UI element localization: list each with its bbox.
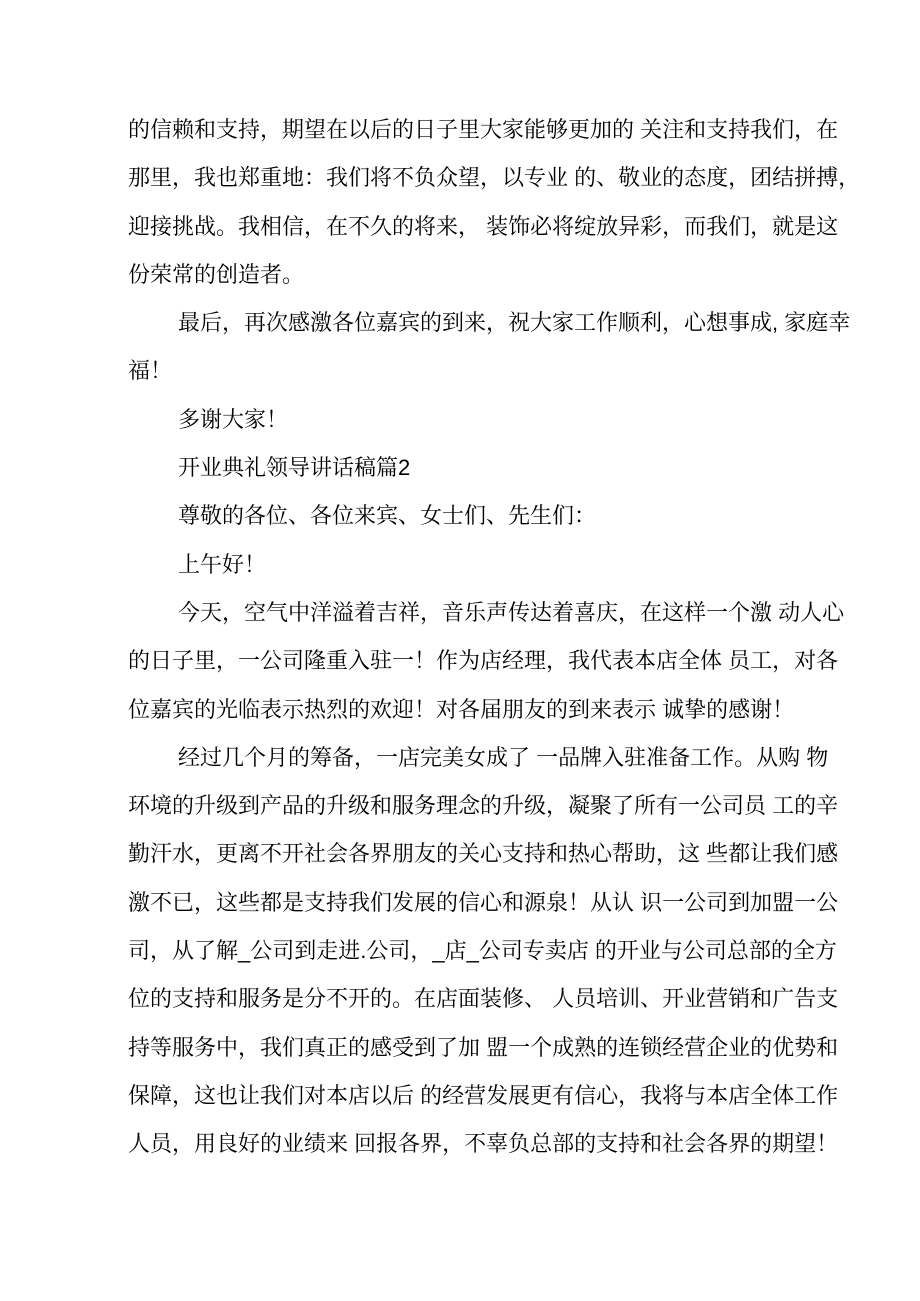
text-line: 人员，用良好的业绩来 回报各界，不辜负总部的支持和社会各界的期望！ (128, 1131, 839, 1157)
paragraph (128, 396, 808, 444)
text-line: 份荣常的创造者。 (128, 261, 305, 287)
text-line: 的信赖和支持，期望在以后的日子里大家能够更加的 关注和支持我们，在 (128, 117, 839, 142)
text-line: 位嘉宾的光临表示热烈的欢迎！对各届朋友的到来表示 诚挚的感谢！ (128, 696, 795, 722)
text-line: 开业典礼领导讲话稿篇2 (178, 455, 411, 481)
text-line: 今天，空气中洋溢着吉祥，音乐声传达着喜庆，在这样一个激 动人心 (178, 599, 845, 625)
paragraph (128, 299, 851, 396)
paragraph (128, 492, 808, 540)
text-line: 激不已，这些都是支持我们发展的信心和源泉！从认 识一公司到加盟一公 (128, 889, 839, 915)
text-line: 勤汗水，更离不开社会各界朋友的关心支持和热心帮助，这 些都让我们感 (128, 841, 839, 867)
text-line: 经过几个月的筹备，一店完美女成了 一品牌入驻准备工作。从购 物 (178, 744, 829, 770)
paragraph (128, 589, 845, 734)
text-line: 最后，再次感激各位嘉宾的到来，祝大家工作顺利，心想事成, 家庭幸 (178, 310, 851, 336)
paragraph (128, 106, 861, 299)
text-line: 多谢大家！ (178, 406, 289, 432)
text-line: 那里，我也郑重地：我们将不负众望，以专业 的、敬业的态度，团结拼搏， (128, 165, 861, 191)
text-line: 福！ (128, 358, 173, 384)
text-line: 迎接挑战。我相信，在不久的将来， 装饰必将绽放异彩，而我们，就是这 (128, 213, 839, 239)
document-text (128, 106, 861, 1169)
text-line: 保障，这也让我们对本店以后 的经营发展更有信心，我将与本店全体工作 (128, 1082, 839, 1108)
text-line: 的日子里，一公司隆重入驻一！作为店经理，我代表本店全体 员工，对各 (128, 648, 839, 674)
text-line: 司，从了解_公司到走进.公司，_店_公司专卖店 的开业与公司总部的全方 (128, 938, 837, 964)
paragraph (128, 444, 808, 492)
paragraph (128, 734, 839, 1169)
text-line: 位的支持和服务是分不开的。在店面装修、 人员培训、开业营销和广告支 (128, 986, 839, 1012)
text-line: 持等服务中，我们真正的感受到了加 盟一个成熟的连锁经营企业的优势和 (128, 1034, 839, 1060)
text-line: 尊敬的各位、各位来宾、女士们、先生们： (178, 503, 597, 529)
text-line: 上午好！ (178, 551, 267, 577)
paragraph (128, 541, 808, 589)
text-line: 环境的升级到产品的升级和服务理念的升级，凝聚了所有一公司员 工的辛 (128, 793, 839, 819)
